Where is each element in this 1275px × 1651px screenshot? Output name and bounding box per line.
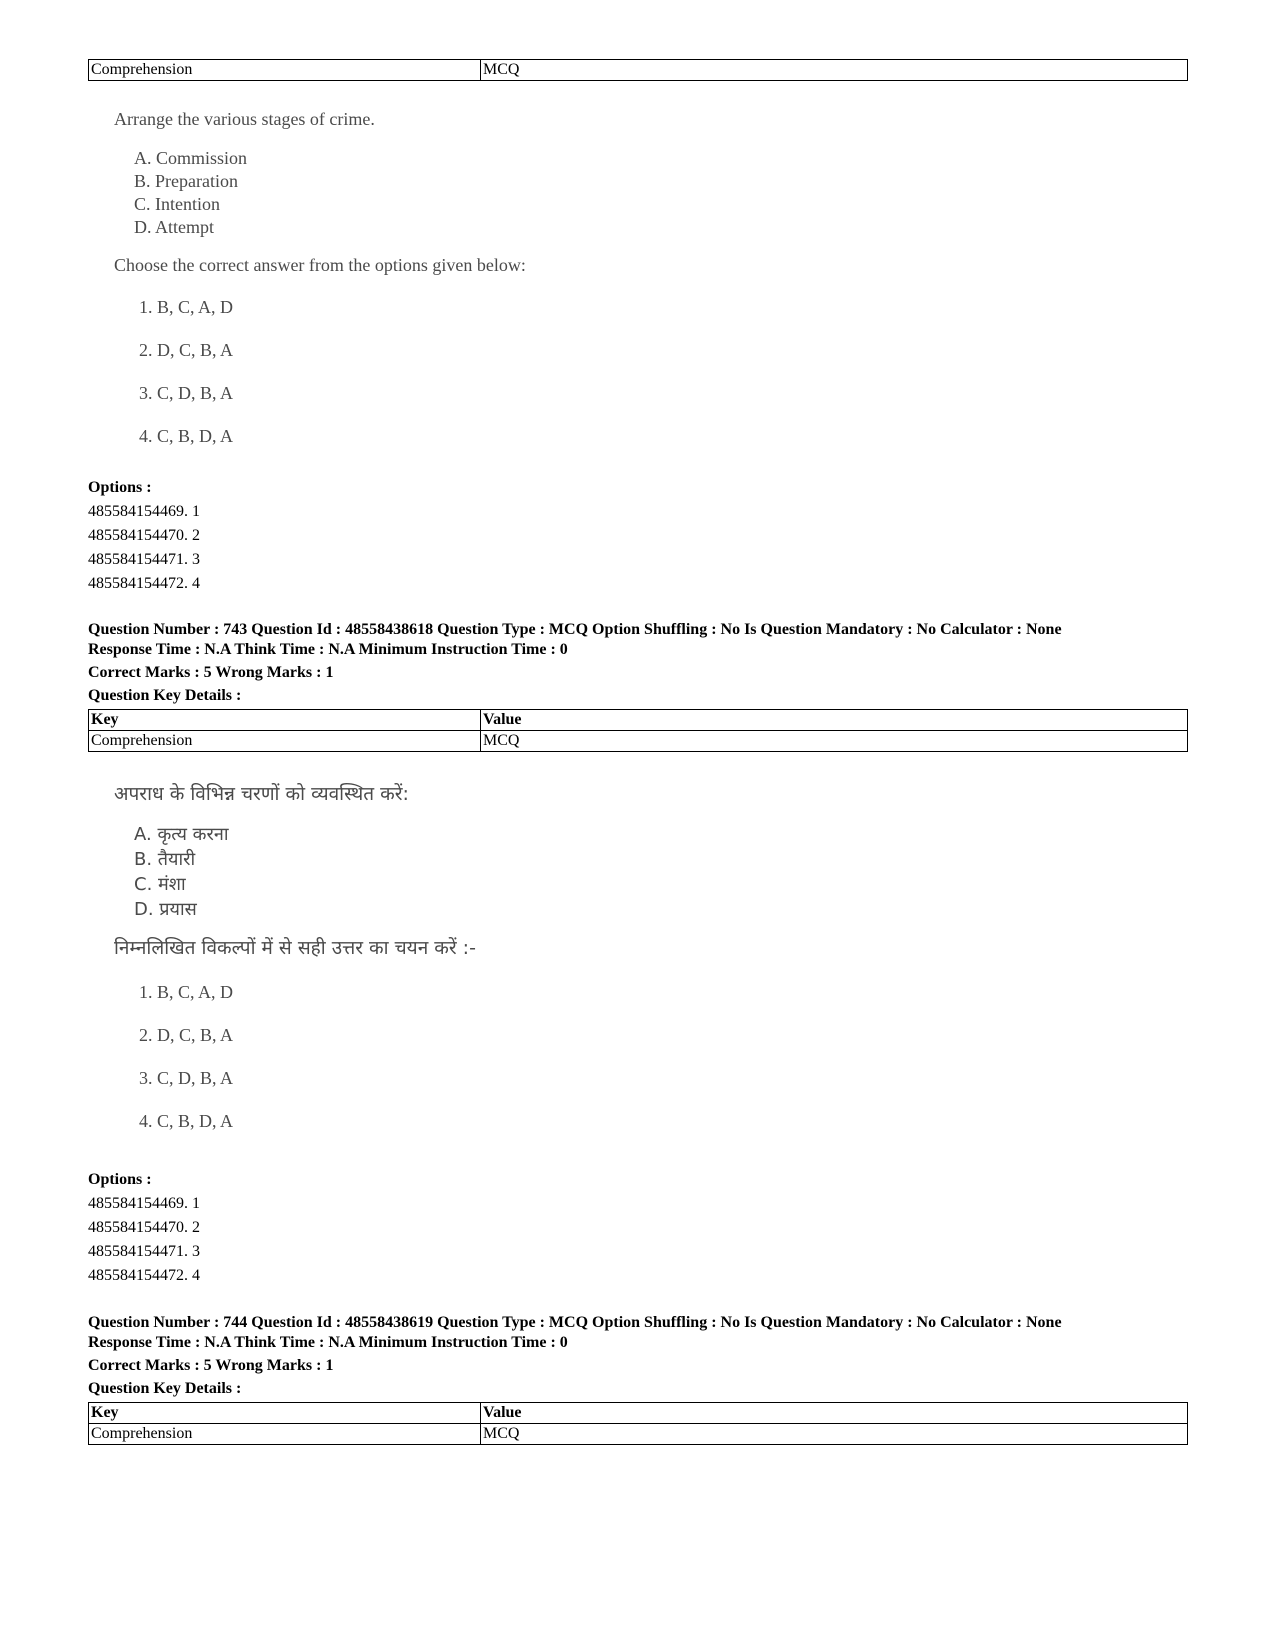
question-stem: Arrange the various stages of crime. <box>114 109 375 129</box>
question-meta-line: Response Time : N.A Think Time : N.A Minimum Instruction Time : 0 <box>88 641 568 658</box>
question-instruction: Choose the correct answer from the options given below: <box>114 255 526 275</box>
question-instruction: निम्नलिखित विकल्पों में से सही उत्तर का चयन करें :- <box>114 937 476 959</box>
options-label: Options : <box>88 1171 152 1188</box>
table-cell-value: MCQ <box>481 731 1188 752</box>
list-item: B. Preparation <box>134 171 238 191</box>
list-item: D. प्रयास <box>134 899 197 920</box>
question-key-table <box>88 1402 1188 1445</box>
question-meta-line: Response Time : N.A Think Time : N.A Minimum Instruction Time : 0 <box>88 1334 568 1351</box>
question-meta-line: Question Number : 744 Question Id : 48558438619 Question Type : MCQ Option Shuffling : No Is Question Mandatory : No Calculator : None <box>88 1314 1062 1331</box>
question-stem: अपराध के विभिन्न चरणों को व्यवस्थित करें: <box>114 783 409 805</box>
question-key-table <box>88 709 1188 752</box>
list-item: A. Commission <box>134 148 248 168</box>
table-header-row <box>89 1403 1188 1424</box>
option-item: 485584154471. 3 <box>88 1243 200 1260</box>
option-item: 485584154469. 1 <box>88 1195 200 1212</box>
options-block <box>88 476 200 596</box>
table-cell-key: Comprehension <box>89 60 481 81</box>
table-header-value: Value <box>481 710 1188 731</box>
table-row <box>89 60 1188 81</box>
option-item: 485584154472. 4 <box>88 1267 200 1284</box>
table-cell-value: MCQ <box>481 60 1188 81</box>
question-image-english <box>114 107 526 448</box>
question-marks: Correct Marks : 5 Wrong Marks : 1 <box>88 664 334 681</box>
question-marks: Correct Marks : 5 Wrong Marks : 1 <box>88 1357 334 1374</box>
option-item: 485584154471. 3 <box>88 551 200 568</box>
question-key-details-label: Question Key Details : <box>88 687 242 704</box>
table-header-value: Value <box>481 1403 1188 1424</box>
option-item: 485584154470. 2 <box>88 527 200 544</box>
answer-choice: 3. C, D, B, A <box>139 1068 234 1088</box>
list-item: D. Attempt <box>134 217 214 237</box>
answer-choice: 1. B, C, A, D <box>139 297 234 317</box>
table-cell-key: Comprehension <box>89 731 481 752</box>
question-image-hindi <box>114 782 476 1133</box>
option-item: 485584154469. 1 <box>88 503 200 520</box>
option-item: 485584154472. 4 <box>88 575 200 592</box>
table-cell-key: Comprehension <box>89 1424 481 1445</box>
answer-choice: 1. B, C, A, D <box>139 982 234 1002</box>
answer-choice: 3. C, D, B, A <box>139 383 234 403</box>
list-item: C. मंशा <box>134 874 186 895</box>
table-row <box>89 1424 1188 1445</box>
option-item: 485584154470. 2 <box>88 1219 200 1236</box>
table-header-row <box>89 710 1188 731</box>
options-block <box>88 1168 200 1288</box>
question-key-table <box>88 59 1188 81</box>
question-meta-line: Question Number : 743 Question Id : 48558438618 Question Type : MCQ Option Shuffling : No Is Question Mandatory : No Calculator : None <box>88 621 1062 638</box>
options-label: Options : <box>88 479 152 496</box>
table-header-key: Key <box>89 710 481 731</box>
list-item: A. कृत्य करना <box>134 824 229 845</box>
answer-choice: 4. C, B, D, A <box>139 426 234 446</box>
answer-choice: 4. C, B, D, A <box>139 1111 234 1131</box>
table-cell-value: MCQ <box>481 1424 1188 1445</box>
table-header-key: Key <box>89 1403 481 1424</box>
list-item: C. Intention <box>134 194 220 214</box>
question-key-details-label: Question Key Details : <box>88 1380 242 1397</box>
answer-choice: 2. D, C, B, A <box>139 1025 234 1045</box>
table-row <box>89 731 1188 752</box>
list-item: B. तैयारी <box>134 849 196 870</box>
answer-choice: 2. D, C, B, A <box>139 340 234 360</box>
